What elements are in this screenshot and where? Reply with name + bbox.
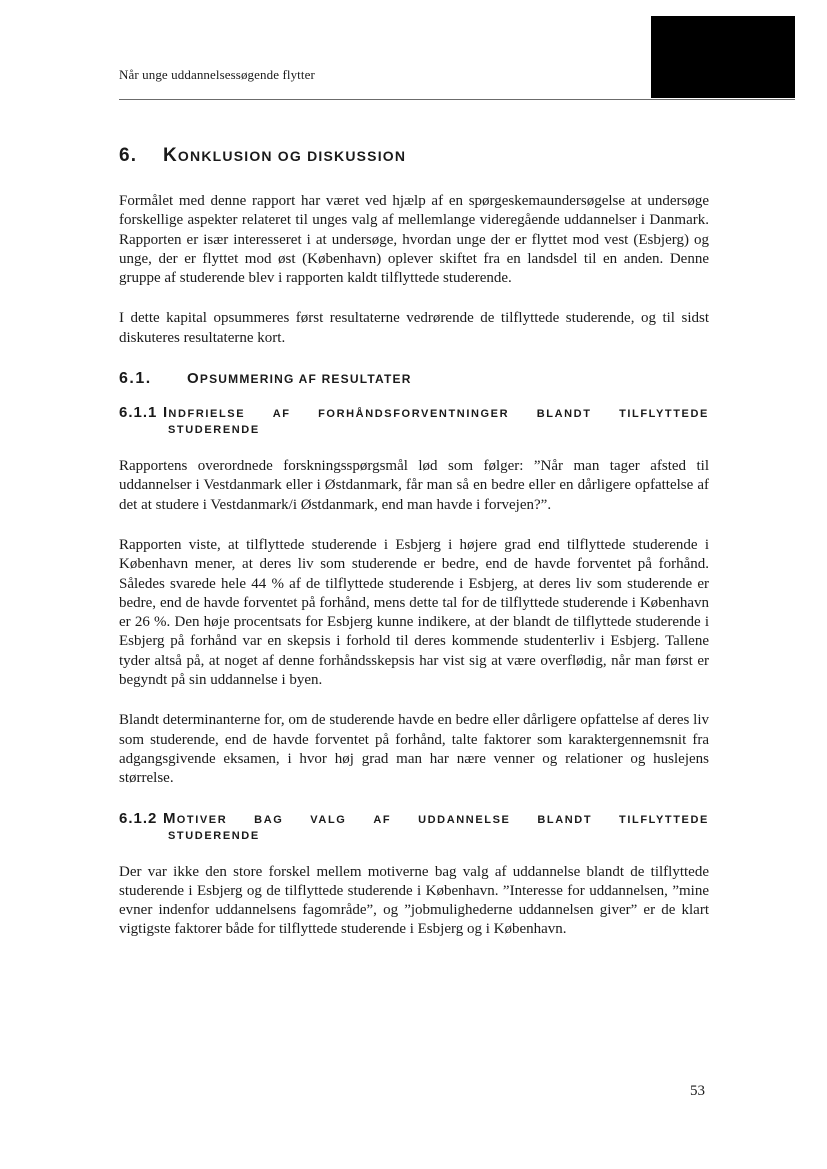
- section-6-1-1-title-word: FORHÅNDSFORVENTNINGER: [318, 408, 510, 421]
- page-content: [119, 145, 709, 961]
- section-6-number: 6.: [119, 145, 138, 166]
- section-6-1-number: 6.1.: [119, 370, 152, 388]
- running-header: Når unge uddannelsessøgende flytter: [119, 67, 315, 82]
- section-6-heading: [119, 145, 709, 167]
- section-6-1-1-paragraph-1: Rapportens overordnede forskningsspørgsmål lød som følger: ”Når man tager afsted til uddannelser i Vestdanmark eller i Østdanmark, får man så en bedre eller en dårligere opfattelse af det at studere i Vestdanmark/i Østdanmark, end man havde i forvejen?”.: [119, 458, 709, 513]
- section-6-1-2-title-start: 6.1.2 MOTIVER: [119, 809, 228, 827]
- header-black-block: [651, 16, 795, 98]
- section-6-1-1-paragraph-2: Rapporten viste, at tilflyttede studerende i Esbjerg i højere grad end tilflyttede studerende i København mener, at deres liv som studerende er bedre, end de havde forventet på forhånd. Således svarede hele 44 % af de tilflyttede studerende i Esbjerg, at deres liv som studerende er bedre, end de havde forventet på forhånd, mens dette tal for de tilflyttede studerende i København er 26 %. Den høje procentsats for Esbjerg kunne indikere, at der blandt de tilflyttede studerende i Esbjerg på forhånd var en skepsis i forhold til deres kommende studenterliv i Esbjerg. Tallene tyder altså på, at noget af denne forhåndsskepsis har vist sig at være overflødig, når man først er begyndt på sin uddannelse i byen.: [119, 536, 709, 689]
- page-number: 53: [690, 1083, 705, 1099]
- section-6-1-2-heading: [119, 810, 709, 842]
- section-6-1-2-paragraph-1: Der var ikke den store forskel mellem motiverne bag valg af uddannelse blandt de tilflyttede studerende i Esbjerg og de tilflyttede studerende i København. ”Interesse for uddannelsen, ”mine evner indenfor uddannelsens fagområde”, og ”jobmulighederne uddannelsen giver” er de klart vigtigste faktorer både for tilflyttede studerende i Esbjerg og i København.: [119, 863, 709, 938]
- section-6-1-2-title-word: BLANDT: [537, 813, 593, 826]
- header-divider: [119, 99, 795, 100]
- section-6-paragraph-2: I dette kapital opsummeres først resultaterne vedrørende de tilflyttede studerende, og til sidst diskuteres resultaterne kort.: [119, 310, 709, 346]
- section-6-1-1-title-word: TILFLYTTEDE: [619, 408, 709, 421]
- section-6-1-1-title-word: BLANDT: [536, 408, 592, 421]
- section-6-1-1-title-word: AF: [272, 408, 291, 421]
- section-6-1-2-title-word: AF: [373, 813, 392, 826]
- section-6-1-2-title-word: BAG: [254, 813, 284, 826]
- section-6-title: KONKLUSION OG DISKUSSION: [163, 145, 407, 166]
- section-6-1-1-heading: [119, 404, 709, 436]
- section-6-1-2-title-word: TILFLYTTEDE: [619, 813, 709, 826]
- section-6-1-2-title-word: VALG: [310, 813, 347, 826]
- section-6-1-1-title-line2: STUDERENDE: [168, 424, 260, 437]
- section-6-1-2-title-word: UDDANNELSE: [418, 813, 511, 826]
- section-6-1-2-title-line2: STUDERENDE: [168, 829, 260, 842]
- section-6-1-title: OPSUMMERING AF RESULTATER: [187, 370, 412, 388]
- section-6-1-1-title-start: 6.1.1 INDFRIELSE: [119, 404, 246, 422]
- section-6-1-heading: [119, 370, 709, 388]
- section-6-paragraph-1: Formålet med denne rapport har været ved hjælp af en spørgeskemaundersøgelse at undersøge forskellige aspekter relateret til unges valg af mellemlange videregående uddannelser i Danmark. Rapporten er især interesseret i at undersøge, hvordan unge der er flyttet mod vest (Esbjerg) og unge, der er flyttet mod øst (København) oplever skiftet fra en landsdel til en anden. Denne gruppe af studerende blev i rapporten kaldt tilflyttede studerende.: [119, 193, 709, 287]
- section-6-1-1-paragraph-3: Blandt determinanterne for, om de studerende havde en bedre eller dårligere opfattelse af deres liv som studerende, end de havde forventet på forhånd, talte faktorer som karaktergennemsnit fra adgangsgivende eksamen, i hvor høj grad man har nære venner og relationer og huslejens størrelse.: [119, 712, 709, 787]
